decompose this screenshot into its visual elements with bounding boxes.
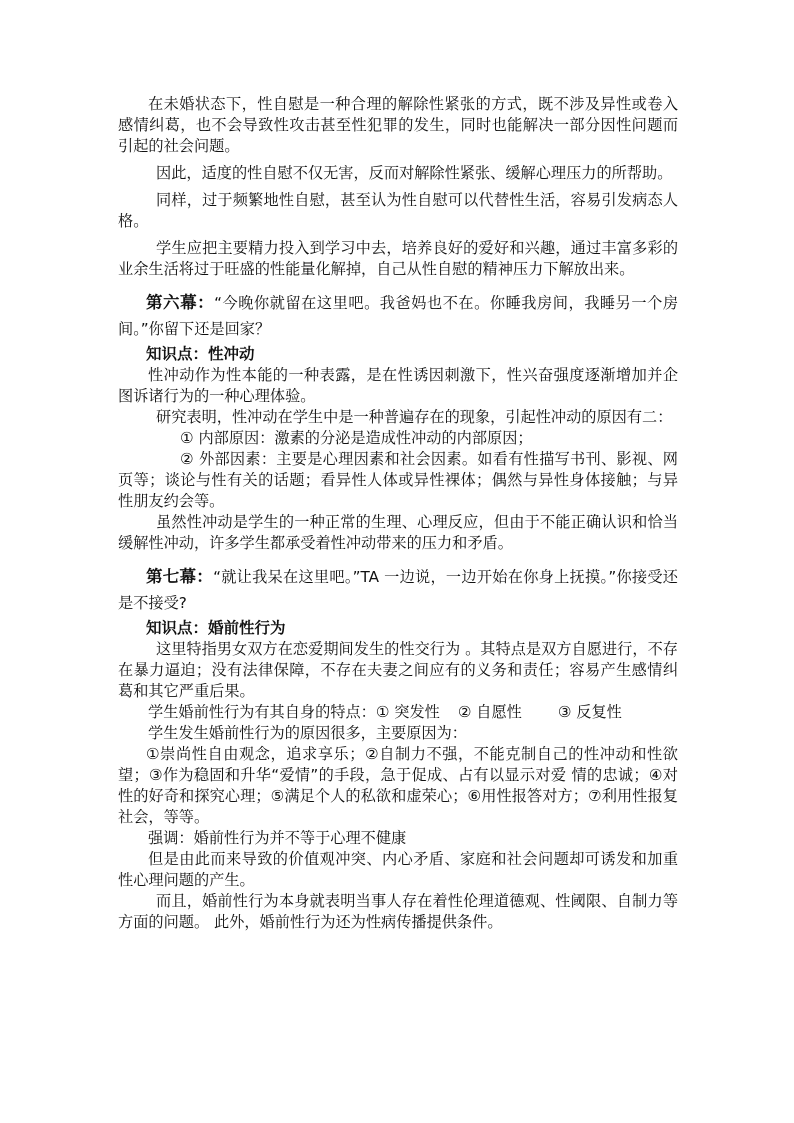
act7-knowledge-point: 知识点：婚前性行为 <box>146 619 286 637</box>
paragraph-excess-warning: 同样，过于频繁地性自慰，甚至认为性自慰可以代替性生活，容易引发病态人格。 <box>118 191 678 230</box>
act6-text: “今晚你就留在这里吧。我爸妈也不在。你睡我房间，我睡另一个房间。”你留下还是回家？ <box>118 294 679 338</box>
act7-feature-repetitive: ③ 反复性 <box>557 703 622 721</box>
paragraph-moderate-benefit: 因此，适度的性自慰不仅无害，反而对解除性紧张、缓解心理压力的所帮助。 <box>156 164 673 182</box>
act6-paragraph-research: 研究表明，性冲动在学生中是一种普遍存在的现象，引起性冲动的原因有二： <box>156 408 673 426</box>
act7-paragraph-ethics: 而且，婚前性行为本身就表明当事人存在着性伦理道德观、性阈限、自制力等方面的问题。 此外，婚前性行为还为性病传播提供条件。 <box>118 892 678 931</box>
act7-features-line <box>118 702 678 723</box>
act6-heading: 第六幕： <box>146 293 215 312</box>
act7-paragraph-conflict: 但是由此而来导致的价值观冲突、内心矛盾、家庭和社会问题却可诱发和加重性心理问题的产生。 <box>118 850 678 889</box>
act7-feature-sudden: ① 突发性 <box>375 703 440 721</box>
act7-heading: 第七幕： <box>146 567 214 586</box>
act6-paragraph-conclusion: 虽然性冲动是学生的一种正常的生理、心理反应，但由于不能正确认识和恰当缓解性冲动，许多学生都承受着性冲动带来的压力和矛盾。 <box>118 513 678 552</box>
act7-scenario <box>118 564 678 616</box>
act7-emphasis: 强调：婚前性行为并不等于心理不健康 <box>148 829 407 847</box>
act6-paragraph-definition: 性冲动作为性本能的一种表露，是在性诱因刺激下，性兴奋强度逐渐增加并企图诉诸行为的一种心理体验。 <box>118 366 678 405</box>
act6-knowledge-point: 知识点：性冲动 <box>146 345 255 363</box>
act6-item-internal: ① 内部原因：激素的分泌是造成性冲动的内部原因； <box>180 429 533 447</box>
act7-feature-voluntary: ② 自愿性 <box>457 703 522 721</box>
act7-paragraph-causes-lead: 学生发生婚前性行为的原因很多，主要原因为： <box>148 724 467 742</box>
act7-paragraph-definition: 这里特指男女双方在恋爱期间发生的性交行为 。其特点是双方自愿进行，不存在暴力逼迫；没有法律保障，不存在夫妻之间应有的义务和责任；容易产生感情纠葛和其它严重后果。 <box>118 640 678 700</box>
act6-scenario <box>118 290 678 342</box>
act7-features-lead: 学生婚前性行为有其自身的特点： <box>148 703 376 721</box>
paragraph-student-advice: 学生应把主要精力投入到学习中去，培养良好的爱好和兴趣，通过丰富多彩的业余生活将过于旺盛的性能量化解掉，自己从性自慰的精神压力下解放出来。 <box>118 239 678 278</box>
act6-item-external: ② 外部因素：主要是心理因素和社会因素。如看有性描写书刊、影视、网页等；谈论与性有关的话题；看异性人体或异性裸体；偶然与异性身体接触；与异性朋友约会等。 <box>118 450 678 510</box>
act7-causes-list: ①崇尚性自由观念，追求享乐；②自制力不强，不能克制自己的性冲动和性欲望；③作为稳固和升华“爱情”的手段，急于促成、占有以显示对爱 情的忠诚；④对性的好奇和探究心理；⑤满足个人的私欲和虚荣心；⑥用性报答对方；⑦利用性报复社会，等等。 <box>118 745 678 826</box>
act7-text: “就让我呆在这里吧。”TA 一边说，一边开始在你身上抚摸。”你接受还是不接受? <box>118 568 678 612</box>
document-page <box>118 94 678 933</box>
paragraph-masturbation-rationale: 在未婚状态下，性自慰是一种合理的解除性紧张的方式，既不涉及异性或卷入感情纠葛，也不会导致性攻击甚至性犯罪的发生，同时也能解决一部分因性问题而引起的社会问题。 <box>118 95 678 155</box>
